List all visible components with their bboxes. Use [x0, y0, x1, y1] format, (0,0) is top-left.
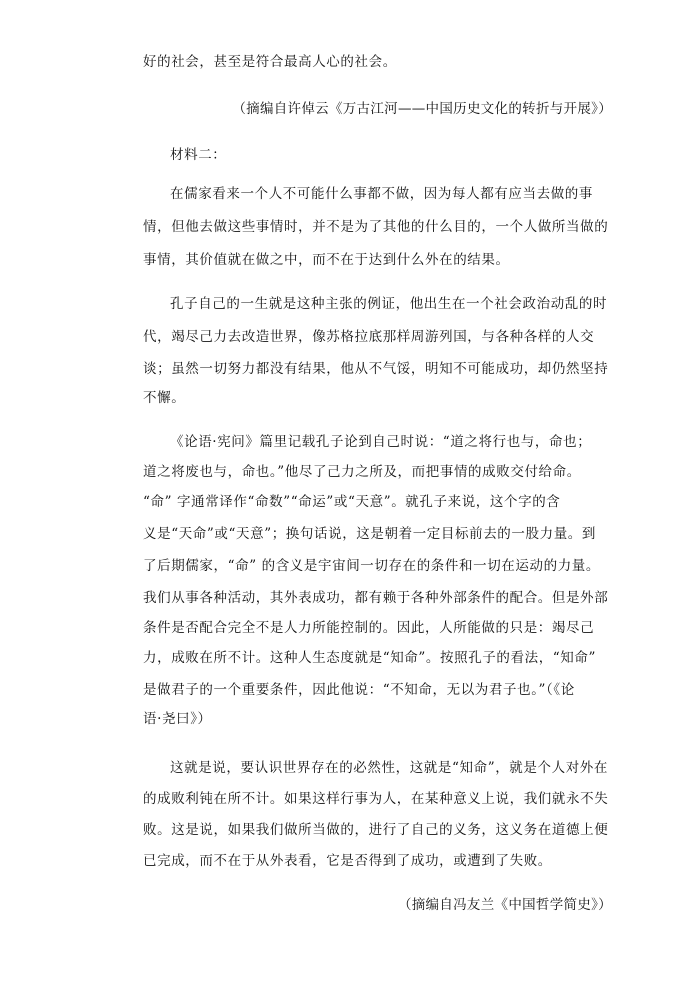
text-line: 孔子自己的一生就是这种主张的例证，他出生在一个社会政治动乱的时	[170, 296, 608, 312]
text-line: 这就是说，要认识世界存在的必然性，这就是“知命”，就是个人对外在	[170, 760, 609, 776]
source-citation: （摘编自冯友兰《中国哲学简史》）	[397, 897, 612, 913]
text-line: 事情，其价值就在做之中，而不在于达到什么外在的结果。	[143, 252, 510, 268]
text-line: 力，成败在所不计。这种人生态度就是“知命”。按照孔子的看法，“知命”	[143, 650, 597, 666]
text-line: 是做君子的一个重要条件，因此他说：“不知命，无以为君子也。”（《论	[143, 682, 575, 698]
source-citation: （摘编自许倬云《万古江河——中国历史文化的转折与开展》）	[232, 101, 612, 117]
text-line: 情，但他去做这些事情时，并不是为了其他的什么目的，一个人做所当做的	[143, 219, 609, 235]
section-label: 材料二：	[170, 147, 227, 163]
text-line: “命” 字通常译作“命数”“命运”或“天意”。就孔子来说，这个字的含	[143, 494, 561, 510]
text-line: 《论语·宪问》篇里记载孔子论到自己时说：“道之将行也与，命也；	[170, 434, 592, 450]
text-line: 条件是否配合完全不是人力所能控制的。因此，人所能做的只是：竭尽己	[143, 620, 595, 636]
text-line: 谈；虽然一切努力都没有结果，他从不气馁，明知不可能成功，却仍然坚持	[143, 361, 609, 377]
text-line: 语·尧曰》）	[143, 711, 212, 727]
text-line: 败。这是说，如果我们做所当做的，进行了自己的义务，这义务在道德上便	[143, 822, 609, 838]
text-line: 不懈。	[143, 390, 186, 406]
text-line: 道之将废也与，命也。”他尽了己力之所及，而把事情的成败交付给命。	[143, 464, 581, 480]
text-line: 的成败利钝在所不计。如果这样行事为人，在某种意义上说，我们就永不失	[143, 791, 609, 807]
text-line: 好的社会，甚至是符合最高人心的社会。	[143, 54, 397, 70]
text-line: 已完成，而不在于从外表看，它是否得到了成功，或遭到了失败。	[143, 853, 552, 869]
text-line: 了后期儒家，“命” 的含义是宇宙间一切存在的条件和一切在运动的力量。	[143, 558, 600, 574]
text-line: 代，竭尽己力去改造世界，像苏格拉底那样周游列国，与各种各样的人交	[143, 329, 595, 345]
text-line: 我们从事各种活动，其外表成功，都有赖于各种外部条件的配合。但是外部	[143, 590, 609, 606]
text-line: 义是“天命”或“天意”；换句话说，这是朝着一定目标前去的一股力量。到	[143, 526, 597, 542]
text-line: 在儒家看来一个人不可能什么事都不做，因为每人都有应当去做的事	[170, 186, 593, 202]
